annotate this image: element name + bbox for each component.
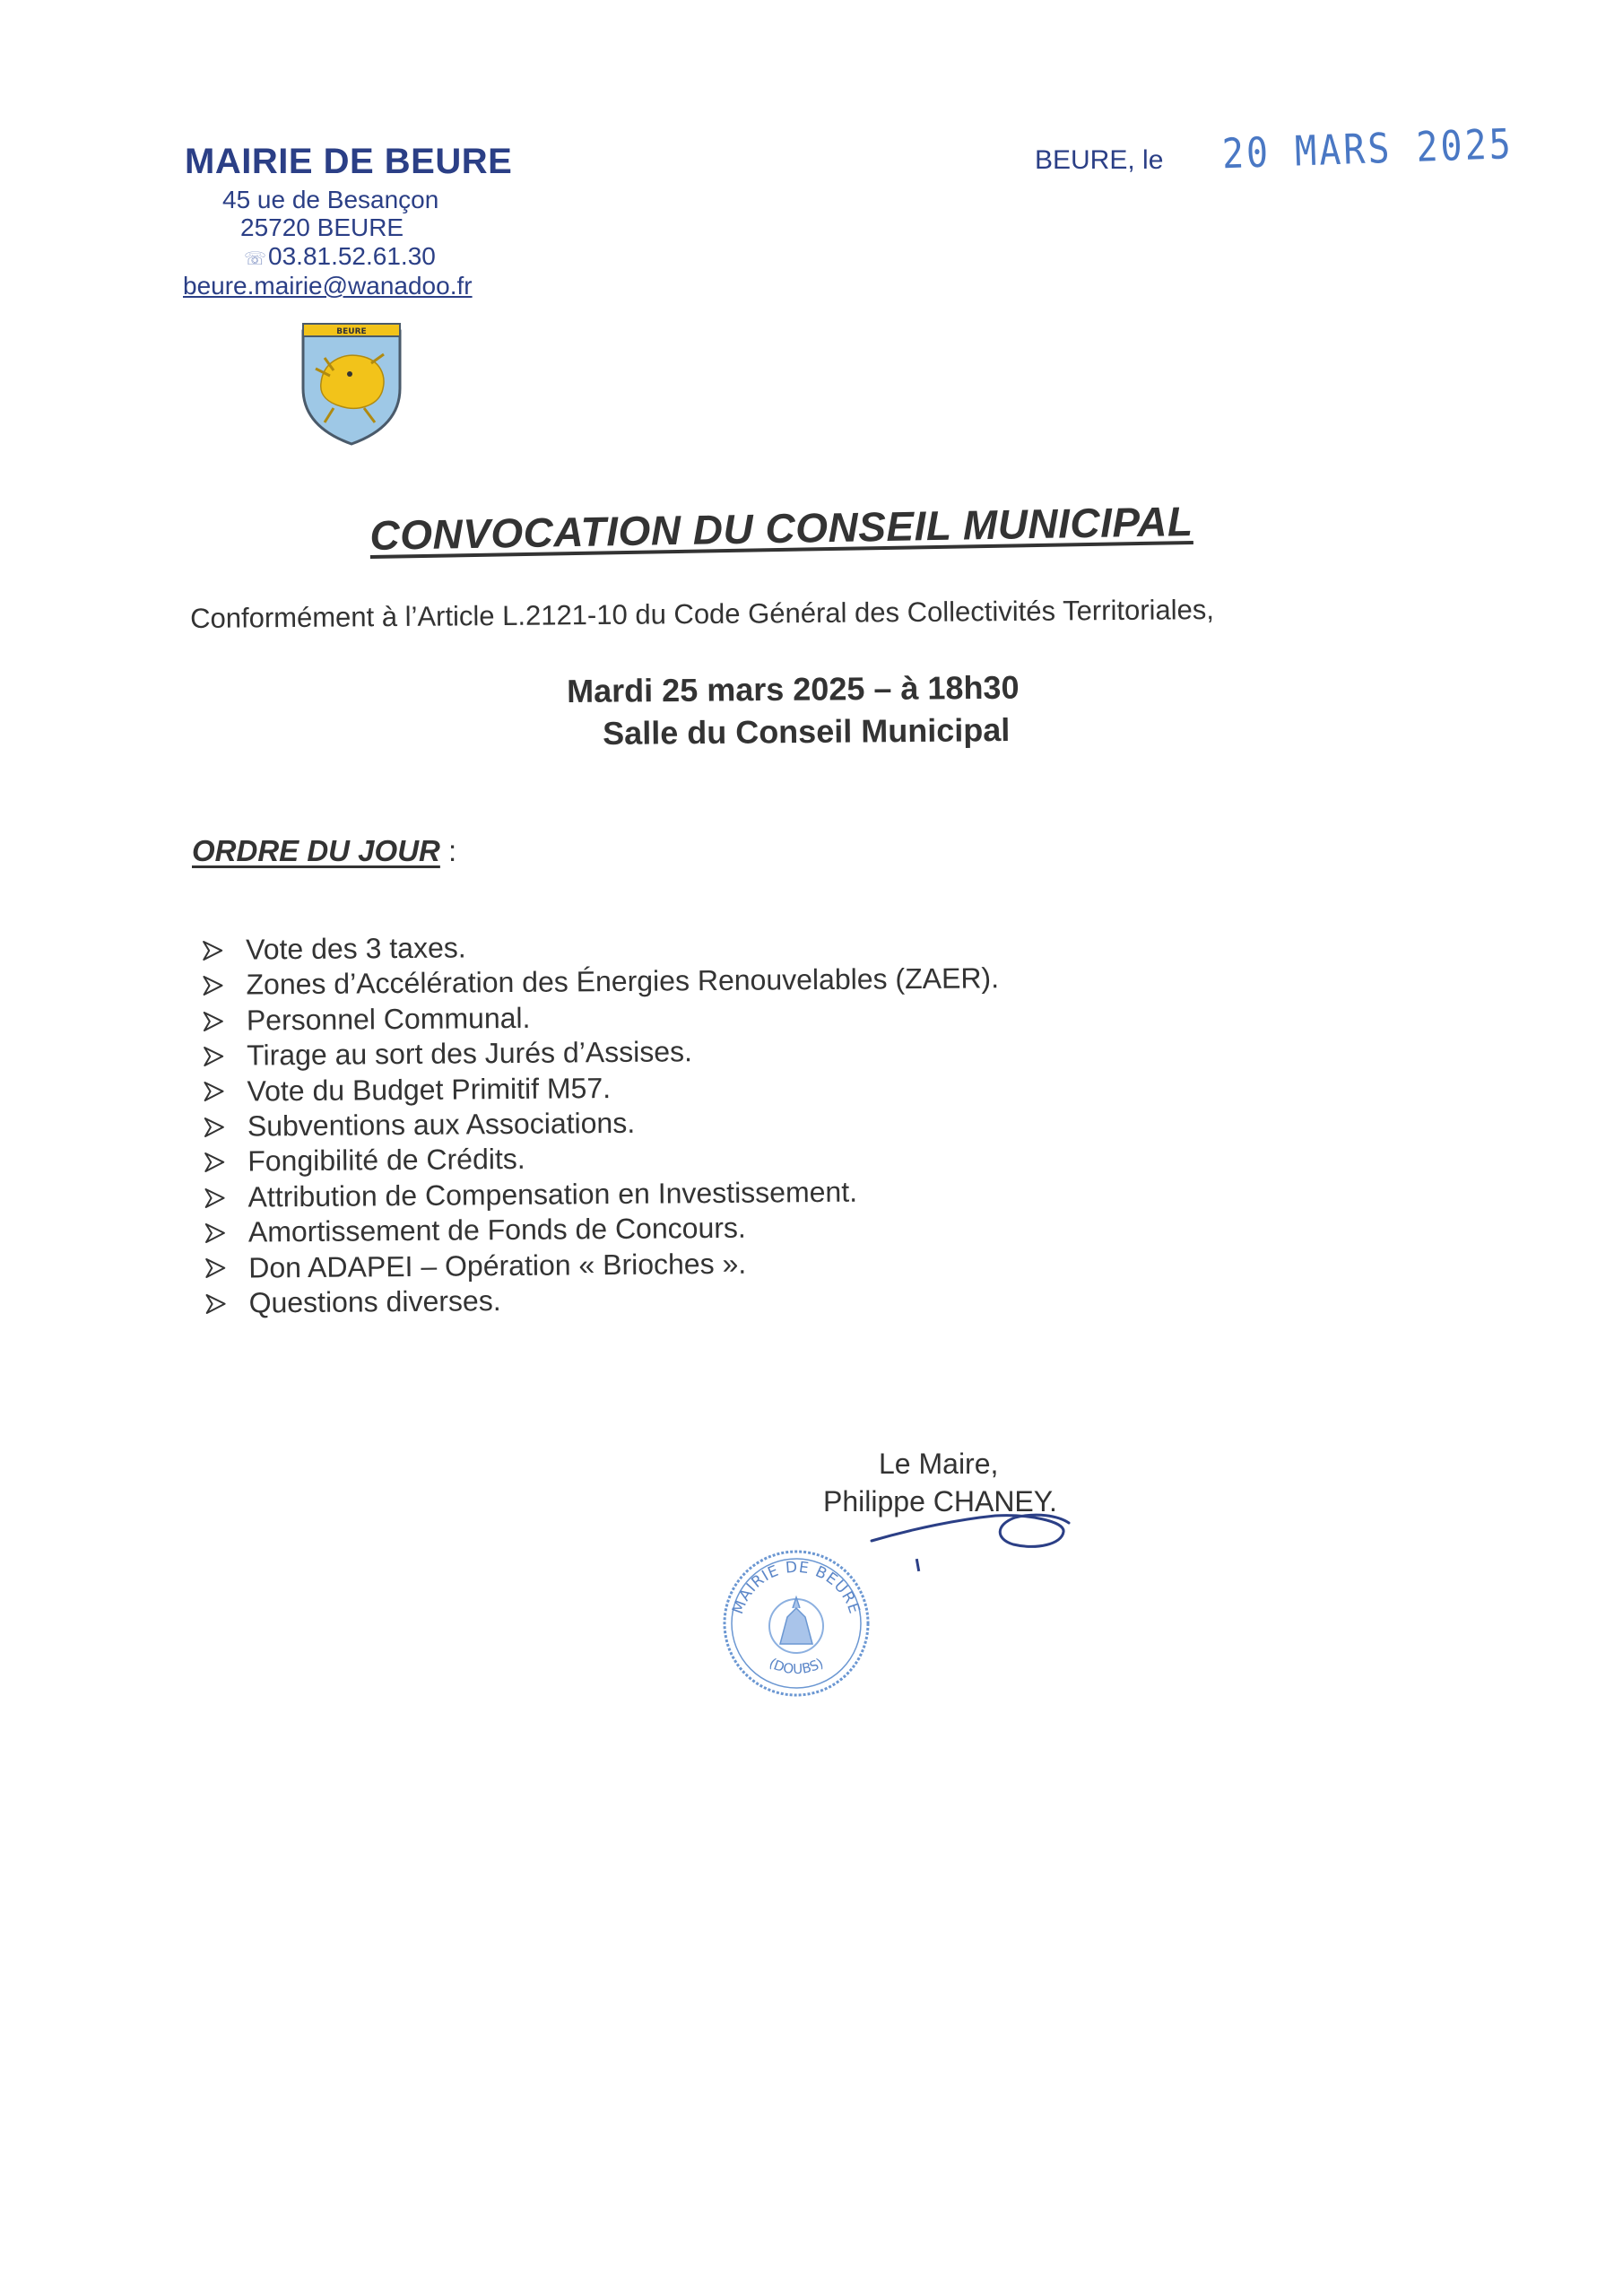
- agenda-item-text: Personnel Communal.: [246, 1001, 531, 1037]
- org-name: MAIRIE DE BEURE: [185, 142, 513, 181]
- municipal-seal-icon: [716, 1538, 877, 1700]
- agenda-item-text: Vote du Budget Primitif M57.: [247, 1071, 612, 1108]
- svg-text:(DOUBS): [767, 1655, 826, 1677]
- agenda-heading: [192, 834, 456, 868]
- agenda-item-text: Amortissement de Fonds de Concours.: [247, 1211, 746, 1248]
- agenda-item-text: Zones d’Accélération des Énergies Renouvelables (ZAER).: [246, 961, 1000, 1001]
- coat-of-arms-icon: [298, 318, 405, 446]
- arrowhead-bullet-icon: [202, 1080, 225, 1103]
- crest-label: BEURE: [336, 327, 367, 336]
- signatory-title: Le Maire,: [879, 1448, 999, 1480]
- document-title: CONVOCATION DU CONSEIL MUNICIPAL: [369, 497, 1193, 559]
- date-stamp: 20 MARS 2025: [1221, 120, 1515, 178]
- agenda-item-text: Subventions aux Associations.: [247, 1106, 636, 1143]
- agenda-item: [201, 961, 999, 1004]
- arrowhead-bullet-icon: [202, 1009, 225, 1032]
- agenda-item-text: Attribution de Compensation en Investissement.: [247, 1175, 858, 1213]
- agenda-item: [204, 1279, 1002, 1321]
- arrowhead-bullet-icon: [204, 1292, 227, 1316]
- arrowhead-bullet-icon: [203, 1115, 226, 1138]
- agenda-heading-colon: :: [439, 834, 457, 867]
- arrowhead-bullet-icon: [202, 1045, 225, 1068]
- arrowhead-bullet-icon: [203, 1186, 226, 1209]
- signatory-name: Philippe CHANEY.: [823, 1485, 1057, 1518]
- email-link[interactable]: beure.mairie@wanadoo.fr: [183, 272, 473, 300]
- agenda-item-text: Tirage au sort des Jurés d’Assises.: [247, 1035, 693, 1072]
- arrowhead-bullet-icon: [204, 1222, 227, 1245]
- legal-basis: Conformément à l’Article L.2121-10 du Code Général des Collectivités Territoriales,: [190, 594, 1215, 634]
- agenda-item-text: Fongibilité de Crédits.: [247, 1143, 525, 1178]
- agenda-item-text: Don ADAPEI – Opération « Brioches ».: [248, 1247, 747, 1284]
- arrowhead-bullet-icon: [201, 938, 224, 961]
- meeting-place: Salle du Conseil Municipal: [603, 711, 1011, 752]
- seal-text-bottom: (DOUBS): [766, 1655, 827, 1678]
- arrowhead-bullet-icon: [201, 974, 224, 997]
- address-city: 25720 BEURE: [240, 213, 404, 241]
- agenda-heading-text: ORDRE DU JOUR: [192, 834, 440, 867]
- agenda-item-text: Questions diverses.: [248, 1284, 501, 1319]
- arrowhead-bullet-icon: [203, 1151, 226, 1174]
- agenda-list: [201, 926, 1002, 1321]
- phone-number: 03.81.52.61.30: [268, 242, 436, 270]
- address-phone: [244, 242, 436, 271]
- agenda-item-text: Vote des 3 taxes.: [246, 931, 466, 966]
- place-date-label: BEURE, le: [1035, 145, 1164, 175]
- meeting-date: Mardi 25 mars 2025 – à 18h30: [567, 668, 1020, 709]
- seal-text-top: MAIRIE DE BEURE: [729, 1558, 864, 1617]
- address-street: 45 ue de Besançon: [222, 186, 439, 213]
- handwritten-signature: [861, 1480, 1076, 1570]
- arrowhead-bullet-icon: [204, 1257, 227, 1280]
- phone-icon: ☏: [244, 249, 267, 269]
